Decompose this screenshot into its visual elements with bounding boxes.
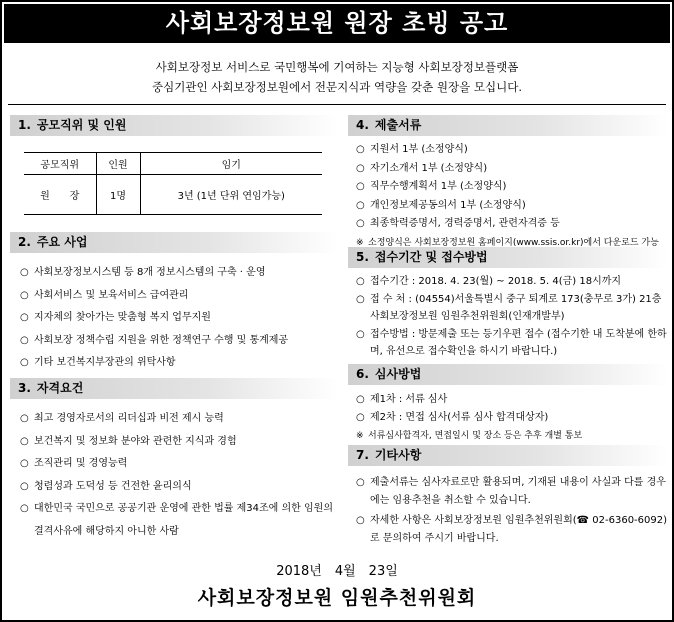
- position-table: [24, 152, 322, 215]
- intro-text: [2, 57, 672, 97]
- position-table-header-row: [24, 153, 322, 175]
- section-2-header: [10, 232, 338, 253]
- list-item: ○ 접수기간 : 2018. 4. 23(월) ~ 2018. 5. 4(금) 18시까지: [356, 273, 670, 291]
- term-cell: 3년 (1년 단위 연임가능): [140, 175, 322, 215]
- list-item: ○ 제1차 : 서류 심사: [356, 391, 668, 409]
- section-1-number: 1.: [18, 118, 31, 132]
- list-item: ○ 최고 경영자로서의 리더십과 비전 제시 능력: [20, 408, 336, 431]
- application-list: [356, 273, 670, 361]
- table-row: [24, 175, 322, 215]
- section-4-number: 4.: [356, 118, 369, 132]
- section-2-number: 2.: [18, 235, 31, 249]
- headcount-col-header: 인원: [96, 153, 140, 175]
- section-1-header: [10, 115, 338, 136]
- section-7-title: 기타사항: [374, 448, 422, 462]
- section-5-number: 5.: [356, 250, 369, 264]
- list-item: ○ 보건복지 및 정보화 분야와 관련한 지식과 경험: [20, 431, 336, 454]
- screening-note: ※ 서류심사합격자, 면접일시 및 장소 등은 추후 개별 통보: [356, 427, 668, 445]
- notice-title: 사회보장정보원 원장 초빙 공고: [4, 4, 670, 43]
- list-item: ○ 대한민국 국민으로 공공기관 운영에 관한 법률 제34조에 의한 임원의 결격사유에 해당하지 아니한 사람: [20, 498, 336, 543]
- list-item: ○ 지원서 1부 (소정양식): [356, 141, 668, 160]
- headcount-cell: 1명: [96, 175, 140, 215]
- screening-list: [356, 391, 668, 445]
- list-item: ○ 직무수행계획서 1부 (소정양식): [356, 178, 668, 197]
- section-3-number: 3.: [18, 381, 31, 395]
- section-6-header: [348, 364, 668, 385]
- section-3-title: 자격요건: [36, 381, 84, 395]
- list-item: ○ 기타 보건복지부장관의 위탁사항: [20, 352, 338, 375]
- section-3-header: [10, 378, 338, 399]
- list-item: ○ 사회보장 정책수립 지원을 위한 정책연구 수행 및 통계제공: [20, 330, 338, 353]
- list-item: ○ 자세한 사항은 사회보장정보원 임원추천위원회(☎ 02-6360-6092)로 문의하여 주시기 바랍니다.: [356, 512, 670, 547]
- list-item: ○ 제출서류는 심사자료로만 활용되며, 기재된 내용이 사실과 다를 경우에는 임용추천을 취소할 수 있습니다.: [356, 474, 670, 509]
- section-4-title: 제출서류: [374, 118, 422, 132]
- divider: [8, 104, 666, 105]
- list-item: ○ 청렴성과 도덕성 등 건전한 윤리의식: [20, 476, 336, 499]
- other-list: [356, 474, 670, 547]
- list-item: ○ 제2차 : 면접 심사(서류 심사 합격대상자): [356, 409, 668, 427]
- documents-list: [356, 141, 668, 252]
- section-5-header: [348, 247, 668, 268]
- section-6-title: 심사방법: [374, 367, 422, 381]
- section-6-number: 6.: [356, 367, 369, 381]
- intro-line-2: 중심기관인 사회보장정보원에서 전문지식과 역량을 갖춘 원장을 모십니다.: [152, 80, 522, 94]
- section-1-title: 공모직위 및 인원: [36, 118, 127, 132]
- qualification-list: [20, 408, 336, 543]
- list-item: ○ 사회서비스 및 보육서비스 급여관리: [20, 285, 338, 308]
- term-col-header: 임기: [140, 153, 322, 175]
- section-7-number: 7.: [356, 448, 369, 462]
- list-item: ○ 개인정보제공동의서 1부 (소정양식): [356, 197, 668, 216]
- business-list: [20, 262, 338, 375]
- position-cell: 원 장: [24, 175, 96, 215]
- list-item: ○ 자기소개서 1부 (소정양식): [356, 160, 668, 179]
- section-4-header: [348, 115, 668, 136]
- intro-line-1: 사회보장정보 서비스로 국민행복에 기여하는 지능형 사회보장정보플랫폼: [155, 60, 519, 74]
- list-item: ○ 사회보장정보시스템 등 8개 정보시스템의 구축 · 운영: [20, 262, 338, 285]
- notice-date: 2018년 4월 23일: [276, 564, 398, 579]
- list-item: ○ 최종학력증명서, 경력증명서, 관련자격증 등: [356, 215, 668, 234]
- documents-note: ※ 소정양식은 사회보장정보원 홈페이지(www.ssis.or.kr)에서 다운로드 가능: [356, 234, 668, 253]
- section-7-header: [348, 445, 668, 466]
- list-item: ○ 접수방법 : 방문제출 또는 등기우편 접수 (접수기한 내 도착분에 한하며, 유선으로 접수확인을 하시기 바랍니다.): [356, 326, 670, 361]
- list-item: ○ 조직관리 및 경영능력: [20, 453, 336, 476]
- section-2-title: 주요 사업: [36, 235, 88, 249]
- issuing-organization: 사회보장정보원 임원추천위원회: [197, 587, 477, 609]
- list-item: ○ 접 수 처 : (04554)서울특별시 중구 퇴계로 173(충무로 3가) 21층 사회보장정보원 임원추천위원회(인재개발부): [356, 291, 670, 326]
- section-5-title: 접수기간 및 접수방법: [374, 250, 488, 264]
- list-item: ○ 지자체의 찾아가는 맞춤형 복지 업무지원: [20, 307, 338, 330]
- position-col-header: 공모직위: [24, 153, 96, 175]
